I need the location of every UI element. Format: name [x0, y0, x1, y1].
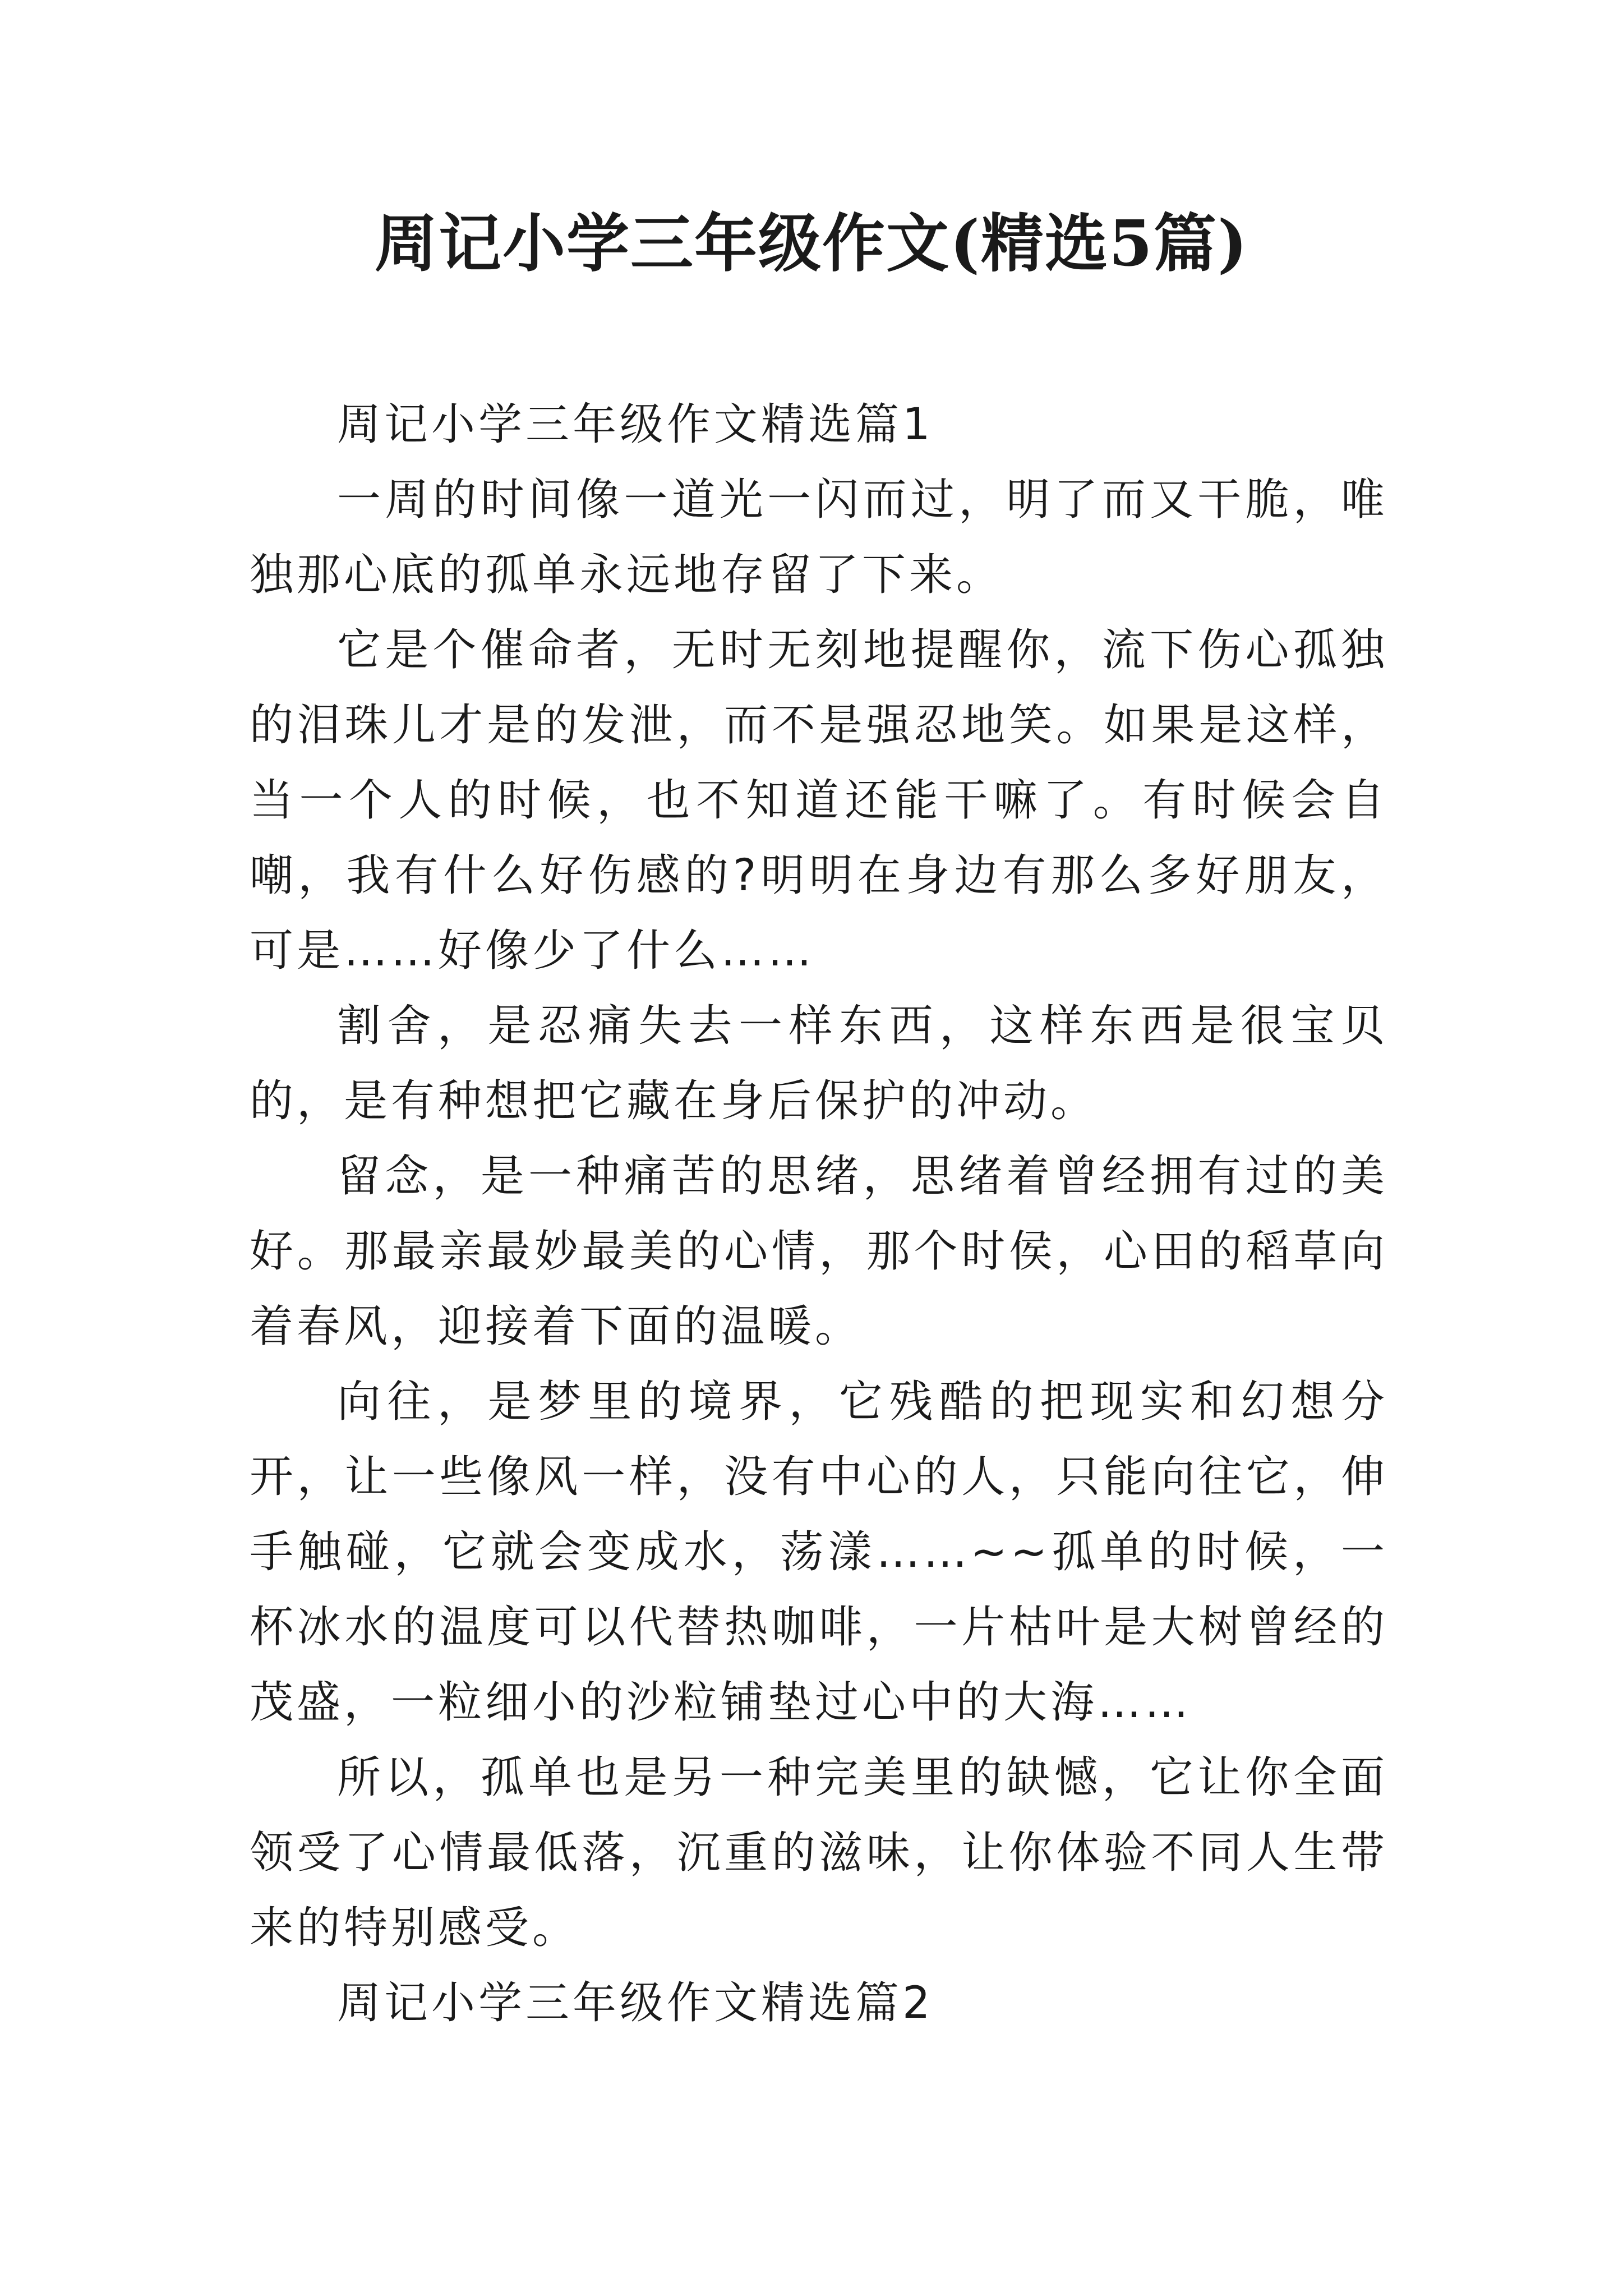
section-heading: 周记小学三年级作文精选篇1: [337, 399, 934, 450]
document-body: [250, 387, 1388, 2041]
paragraph: 它是个催命者，无时无刻地提醒你，流下伤心孤独的泪珠儿才是的发泄，而不是强忍地笑。如果是这样，当一个人的时候，也不知道还能干嘛了。有时候会自嘲，我有什么好伤感的?明明在身边有那么多好朋友，可是……好像少了什么……: [250, 625, 1388, 976]
paragraph: 留念，是一种痛苦的思绪，思绪着曾经拥有过的美好。那最亲最妙最美的心情，那个时侯，心田的稻草向着春风，迎接着下面的温暖。: [250, 1151, 1388, 1352]
section-heading: 周记小学三年级作文精选篇2: [337, 1978, 934, 2028]
paragraph: 一周的时间像一道光一闪而过，明了而又干脆，唯独那心底的孤单永远地存留了下来。: [250, 475, 1388, 600]
paragraph: 割舍，是忍痛失去一样东西，这样东西是很宝贝的，是有种想把它藏在身后保护的冲动。: [250, 1001, 1388, 1126]
paragraph: 向往，是梦里的境界，它残酷的把现实和幻想分开，让一些像风一样，没有中心的人，只能向往它，伸手触碰，它就会变成水，荡漾……~~孤单的时候，一杯冰水的温度可以代替热咖啡，一片枯叶是大树曾经的茂盛，一粒细小的沙粒铺垫过心中的大海……: [250, 1377, 1388, 1728]
document-title: 周记小学三年级作文(精选5篇): [375, 207, 1248, 280]
paragraph: 所以，孤单也是另一种完美里的缺憾，它让你全面领受了心情最低落，沉重的滋味，让你体验不同人生带来的特别感受。: [250, 1752, 1388, 1953]
